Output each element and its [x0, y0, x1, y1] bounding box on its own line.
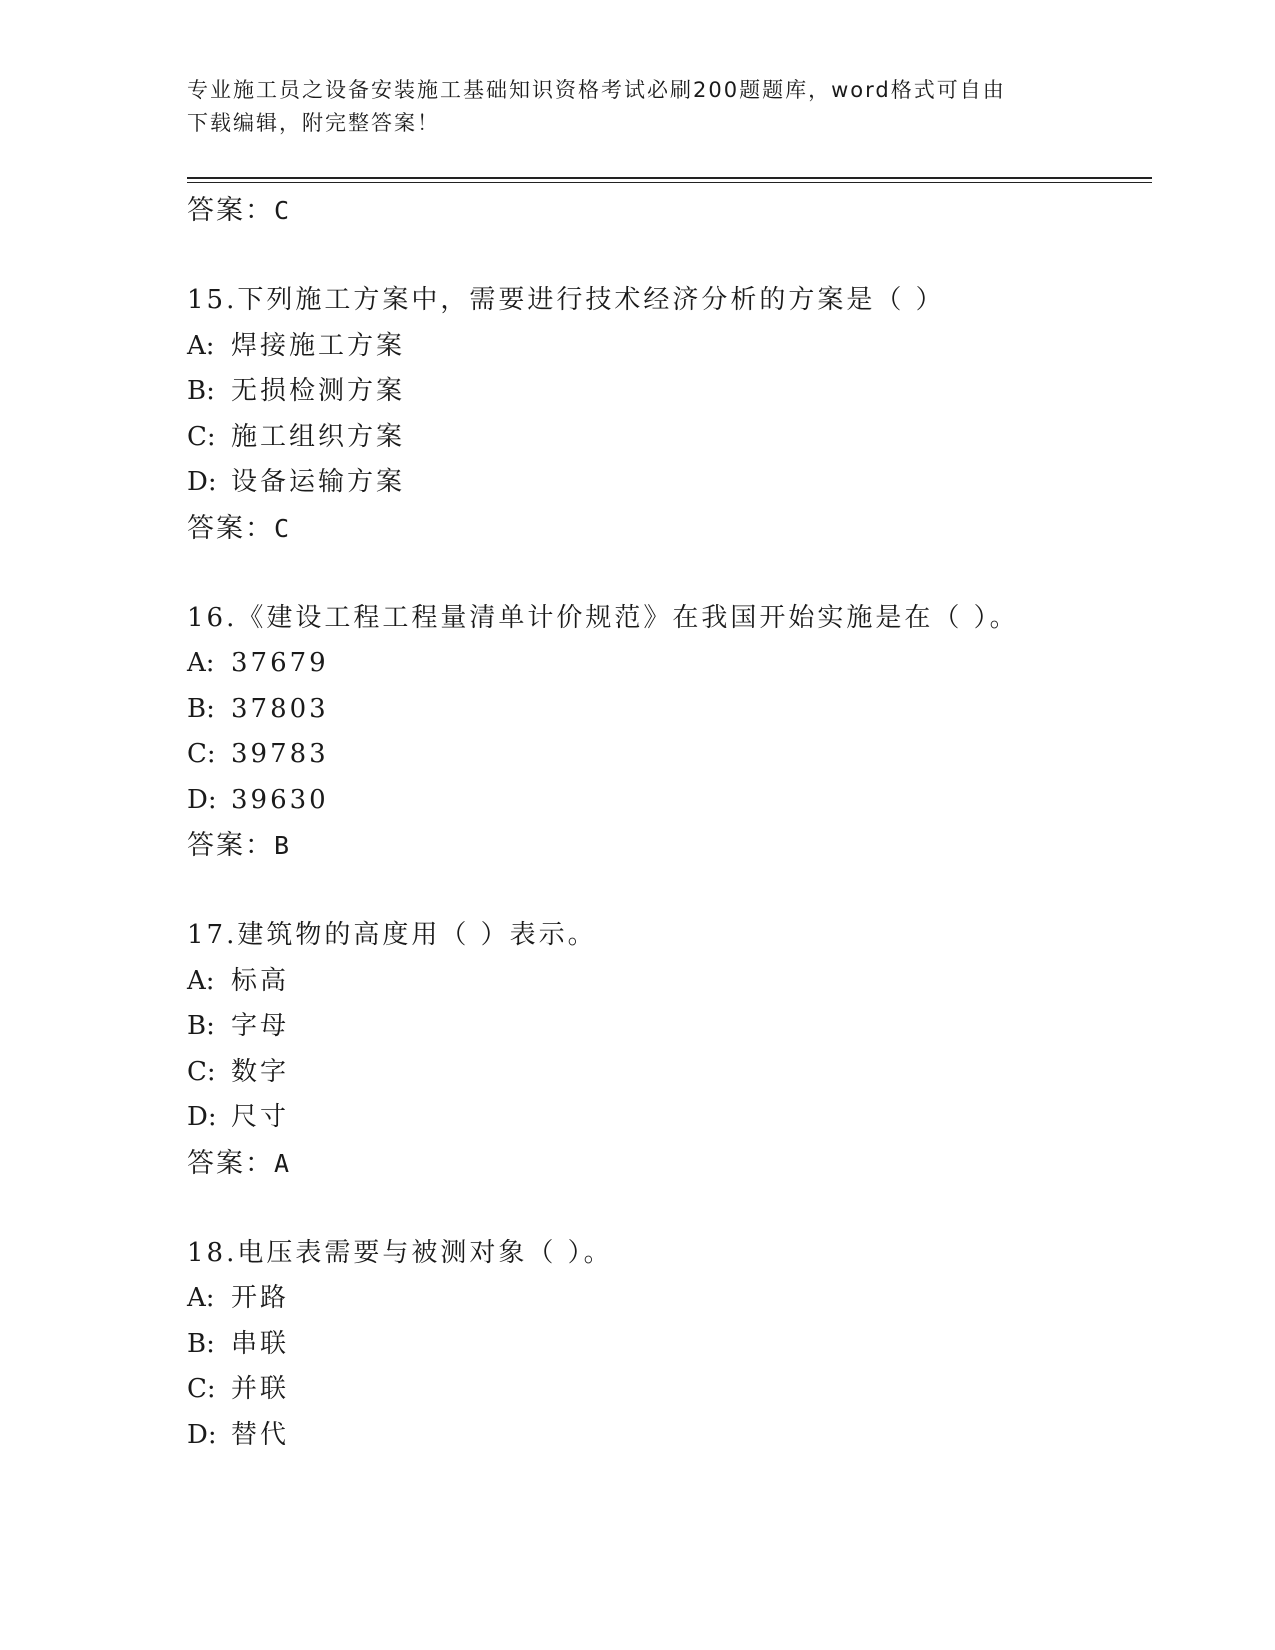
option-text: 37803 [231, 693, 329, 724]
option-key: C: [187, 1374, 216, 1404]
question-15 [187, 278, 1152, 551]
question-stem: 17.建筑物的高度用（ ）表示。 [187, 920, 597, 950]
answer-label: 答案： [187, 512, 274, 544]
option-key: B: [187, 1328, 215, 1359]
option-text: 39783 [231, 739, 329, 769]
option-text: 并联 [231, 1374, 290, 1404]
answer-label: 答案： [187, 830, 274, 861]
option-key: C: [187, 1056, 216, 1087]
question-stem: 18.电压表需要与被测对象（ ）。 [187, 1237, 613, 1268]
option-text: 开路 [231, 1283, 290, 1313]
option-text: 尺寸 [231, 1102, 290, 1132]
option-c [187, 1050, 1152, 1096]
option-key: B: [187, 376, 215, 406]
option-text: 替代 [231, 1419, 290, 1450]
option-key: D: [187, 1102, 217, 1132]
option-c [187, 415, 1152, 461]
option-key: A: [187, 330, 215, 361]
option-text: 设备运输方案 [231, 467, 406, 497]
option-d [187, 778, 1152, 824]
option-a [187, 324, 1152, 370]
option-text: 字母 [231, 1011, 290, 1041]
option-key: D: [187, 1419, 217, 1450]
option-key: D: [187, 467, 217, 497]
header-divider-thick [187, 177, 1152, 179]
question-18 [187, 1231, 1152, 1459]
option-d [187, 460, 1152, 506]
header-divider-thin [187, 182, 1152, 183]
option-b [187, 369, 1152, 415]
option-key: B: [187, 693, 215, 724]
option-a [187, 959, 1152, 1005]
option-b [187, 1322, 1152, 1368]
option-key: C: [187, 739, 216, 769]
option-key: A: [187, 1283, 215, 1313]
option-b [187, 687, 1152, 733]
option-c [187, 732, 1152, 778]
answer-line [187, 823, 1152, 868]
question-list [187, 188, 1152, 1458]
option-a [187, 641, 1152, 687]
option-text: 串联 [231, 1328, 290, 1359]
option-b [187, 1004, 1152, 1050]
header-line-2: 下载编辑，附完整答案！ [187, 111, 440, 135]
option-key: B: [187, 1011, 215, 1041]
answer-value: C [274, 196, 292, 225]
answer-line [187, 506, 1152, 551]
option-d [187, 1095, 1152, 1141]
page-header [187, 74, 1087, 140]
option-text: 焊接施工方案 [231, 330, 406, 361]
question-stem: 16.《建设工程工程量清单计价规范》在我国开始实施是在（ ）。 [187, 602, 1019, 633]
option-text: 施工组织方案 [231, 421, 406, 452]
option-text: 标高 [231, 965, 290, 996]
option-text: 数字 [231, 1056, 290, 1087]
option-key: A: [187, 965, 215, 996]
option-a [187, 1276, 1152, 1322]
option-d [187, 1413, 1152, 1459]
option-text: 无损检测方案 [231, 376, 406, 406]
question-17 [187, 913, 1152, 1186]
option-c [187, 1367, 1152, 1413]
option-text: 37679 [231, 648, 329, 678]
answer-value: B [274, 831, 292, 860]
option-key: C: [187, 421, 216, 452]
option-key: A: [187, 648, 215, 678]
answer-line [187, 1141, 1152, 1186]
option-text: 39630 [231, 784, 329, 815]
answer-label: 答案： [187, 195, 274, 226]
question-stem: 15.下列施工方案中，需要进行技术经济分析的方案是（ ） [187, 285, 945, 315]
option-key: D: [187, 784, 217, 815]
answer-value: A [274, 1148, 292, 1178]
question-16 [187, 596, 1152, 869]
answer-label: 答案： [187, 1147, 274, 1179]
answer-line [187, 188, 1152, 233]
header-line-1: 专业施工员之设备安装施工基础知识资格考试必刷200题题库，word格式可自由 [187, 78, 1006, 102]
answer-value: C [274, 513, 292, 543]
